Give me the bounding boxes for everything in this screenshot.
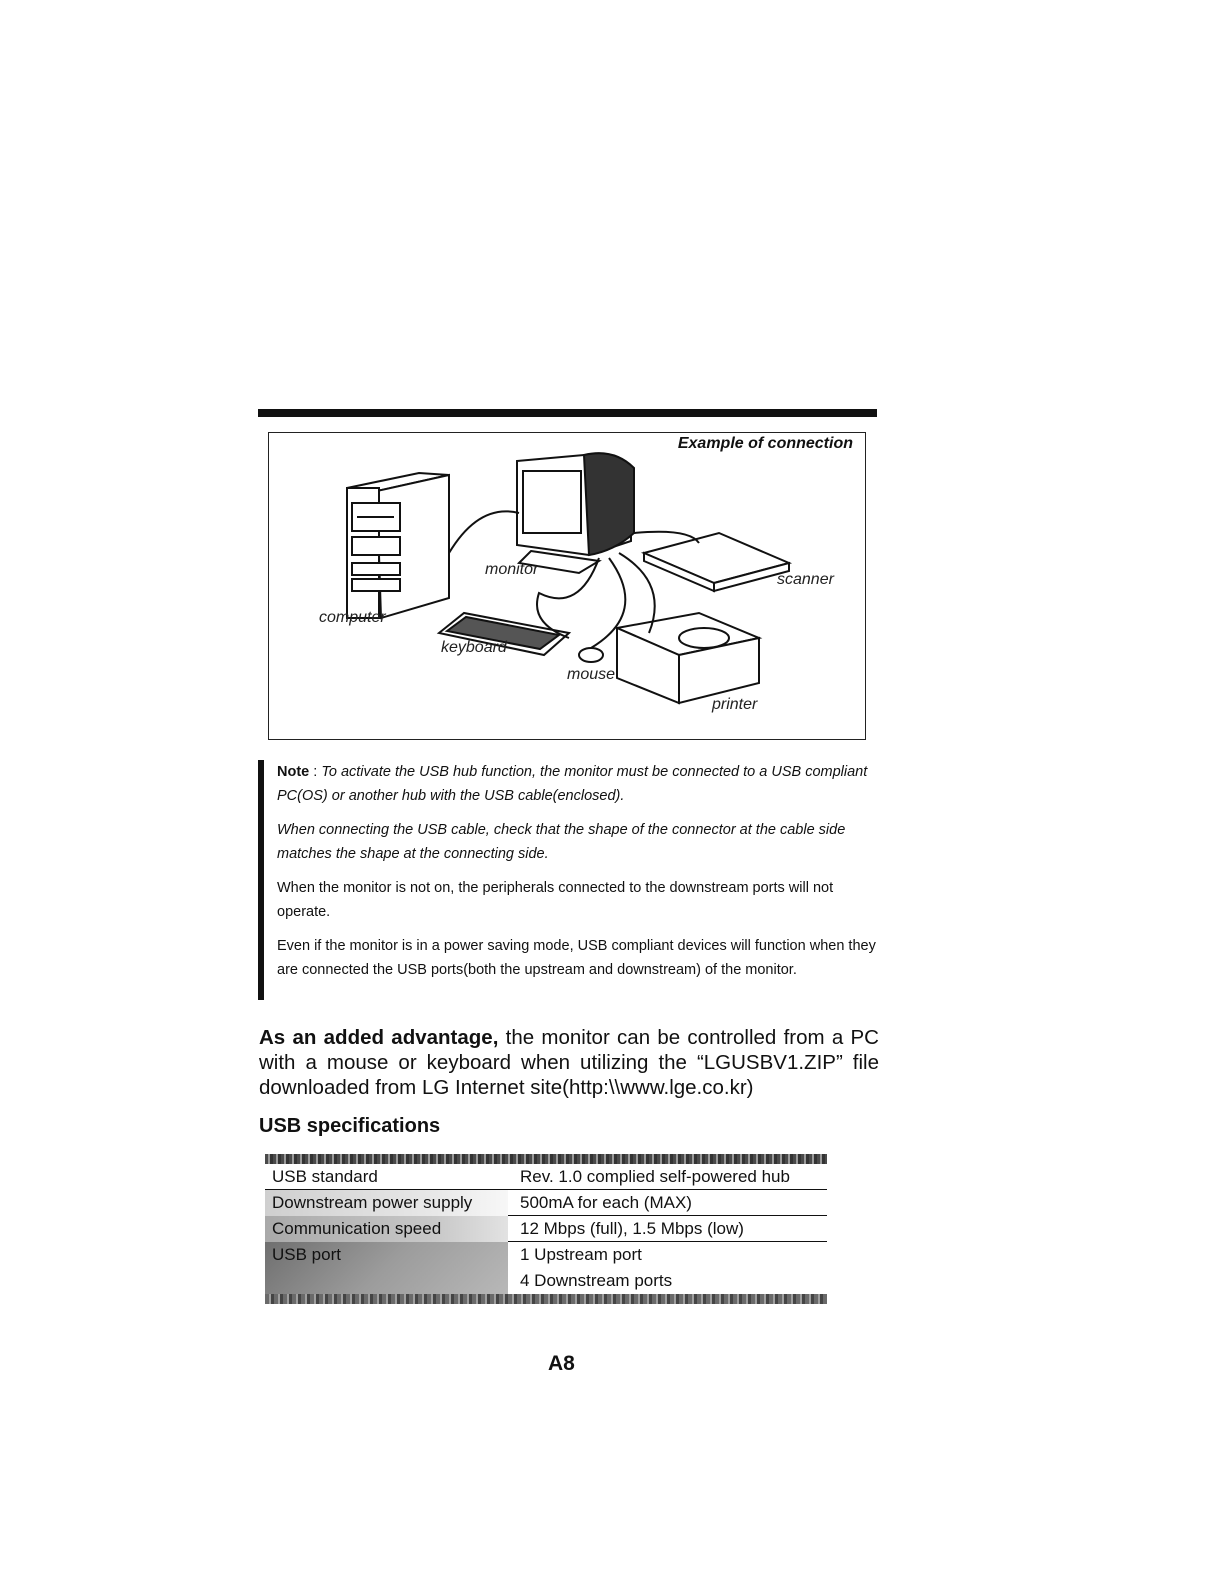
table-bottom-bar [265,1294,827,1304]
advantage-text: the monitor can be controlled from a PC with a mouse or keyboard when utilizing the “LGUSBV1.ZIP” file downloaded from LG Internet site(http:\\www.lge.co.kr) [259,1026,879,1099]
spec-key: Communication speed [265,1216,508,1242]
top-rule [258,409,877,417]
table-row [265,1242,827,1294]
table-row [265,1164,827,1190]
printer-illustration [617,613,759,703]
spec-key: Downstream power supply [265,1190,508,1216]
table-top-bar [265,1154,827,1164]
note-side-bar [258,760,264,1000]
note-text-1: To activate the USB hub function, the monitor must be connected to a USB compliant PC(OS) or another hub with the USB cable(enclosed). [277,764,868,804]
spec-value-line-1: 1 Upstream port [520,1245,642,1264]
connection-figure [268,432,866,740]
specs-heading: USB specifications [259,1115,441,1137]
note-paragraph-4: Even if the monitor is in a power saving mode, USB compliant devices will function when they are connected the USB ports(both the upstream and downstream) of the monitor. [277,938,876,978]
scanner-illustration [644,533,789,591]
spec-value: 500mA for each (MAX) [508,1190,827,1216]
spec-value: 12 Mbps (full), 1.5 Mbps (low) [508,1216,827,1242]
computer-illustration [347,473,449,618]
note-paragraph-1 [277,760,877,808]
computer-label: computer [319,609,386,626]
table-row [265,1190,827,1216]
note-paragraph-2: When connecting the USB cable, check that the shape of the connector at the cable side matches the shape at the connecting side. [277,822,846,862]
figure-title: Example of connection [677,435,853,452]
advantage-paragraph [259,1025,879,1100]
spec-value-line-2: 4 Downstream ports [520,1271,673,1290]
spec-key: USB port [265,1242,508,1294]
monitor-label: monitor [485,561,539,578]
advantage-lead: As an added advantage, [259,1026,499,1049]
table-row [265,1216,827,1242]
mouse-illustration [579,648,603,662]
spec-value: Rev. 1.0 complied self-powered hub [508,1164,827,1190]
note-paragraph-3: When the monitor is not on, the peripherals connected to the downstream ports will not operate. [277,880,834,920]
spec-value [508,1242,827,1294]
notes-section [277,760,877,992]
scanner-label: scanner [777,571,834,588]
page-number: A8 [548,1352,575,1375]
spec-key: USB standard [265,1164,508,1190]
usb-spec-table [265,1154,827,1304]
mouse-label: mouse [567,666,616,683]
printer-label: printer [712,696,758,713]
keyboard-label: keyboard [441,639,507,656]
note-separator: : [309,764,322,780]
note-label: Note [277,764,310,780]
monitor-illustration [517,453,634,573]
